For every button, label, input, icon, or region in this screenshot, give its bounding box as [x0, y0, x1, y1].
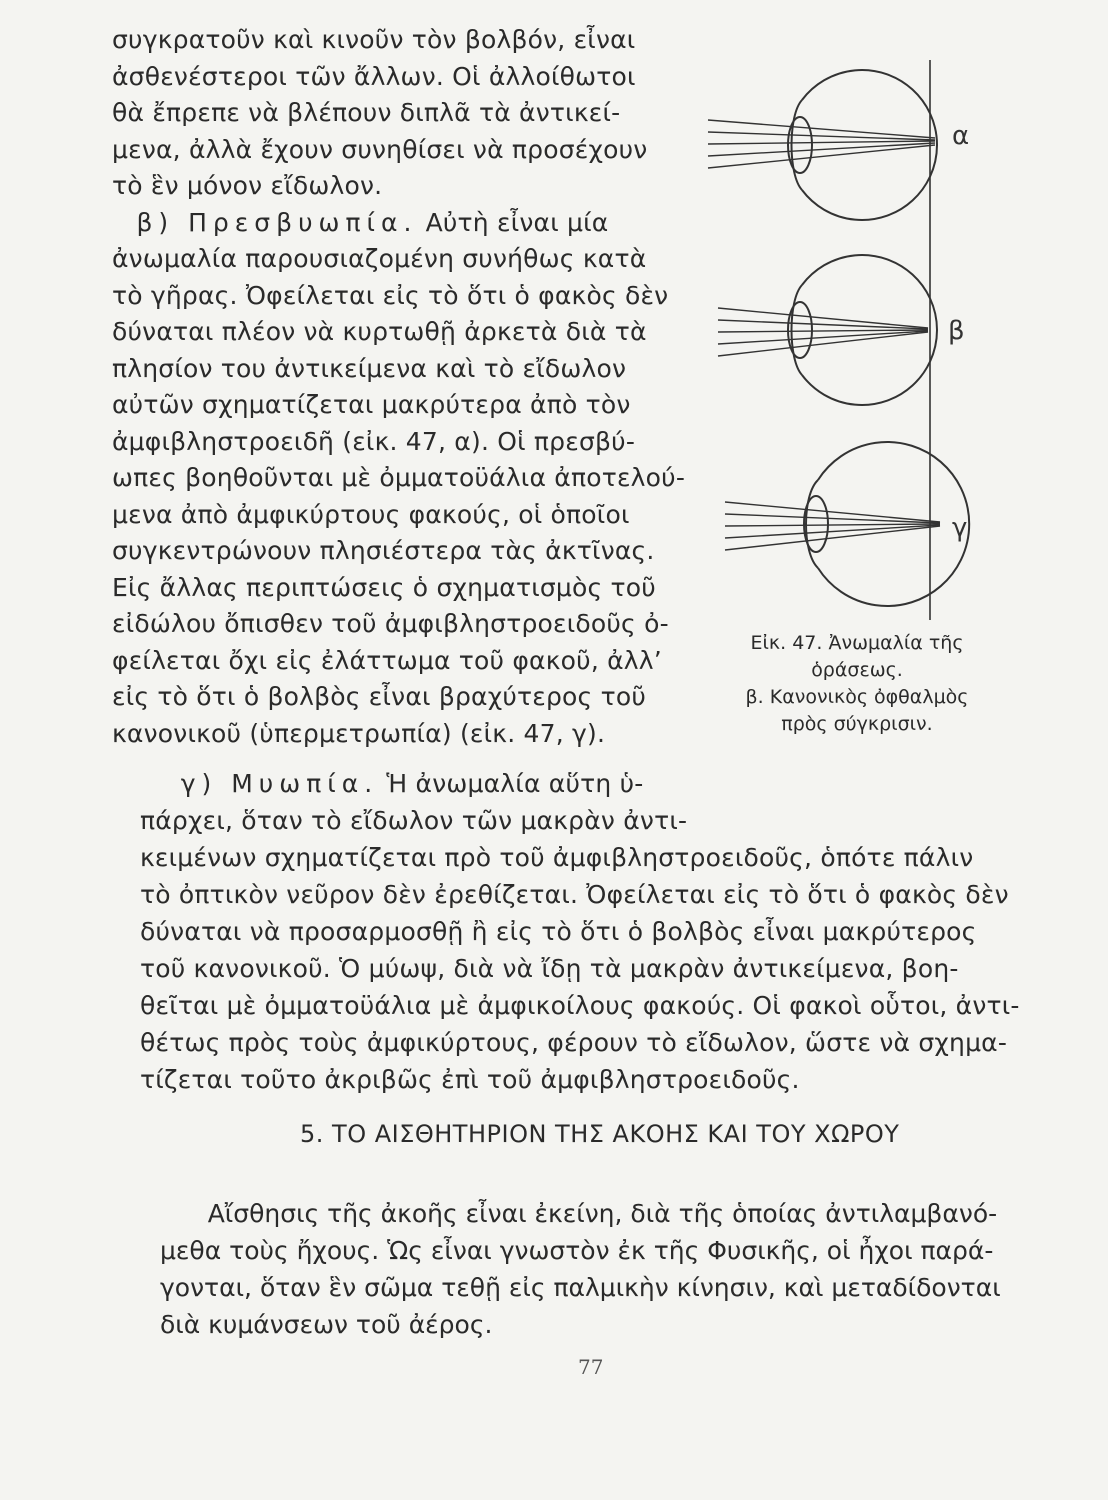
text-line: φείλεται ὄχι εἰς ἐλάττωμα τοῦ φακοῦ, ἀλλ’ — [112, 645, 662, 675]
page-number: 77 — [578, 1355, 604, 1379]
text-line: θεῖται μὲ ὀμματοϋάλια μὲ ἀμφικοίλους φακούς. Οἱ φακοὶ οὗτοι, ἀντι- — [140, 991, 1020, 1020]
hearing-paragraph — [160, 1195, 1040, 1343]
eye-diagram-alpha — [708, 70, 937, 220]
text-line: ωπες βοηθοῦνται μὲ ὀμματοϋάλια ἀποτελού- — [112, 463, 686, 492]
text-line: μεθα τοὺς ἤχους. Ὡς εἶναι γνωστὸν ἐκ τῆς Φυσικῆς, οἱ ἦχοι παρά- — [160, 1236, 994, 1265]
text-line: ἀνωμαλία παρουσιαζομένη συνήθως κατὰ — [112, 244, 647, 273]
text-line: μενα, ἀλλὰ ἔχουν συνηθίσει νὰ προσέχουν — [112, 134, 648, 164]
text-fragment: Αἴσθησις τῆς ἀκοῆς εἶναι ἐκείνη, διὰ τῆς ὁποίας ἀντιλαμβανό- — [207, 1199, 998, 1228]
caption-line: β. Κανονικὸς ὀφθαλμὸς — [745, 686, 969, 708]
myopia-heading-line — [140, 765, 1020, 802]
text-line: μενα ἀπὸ ἀμφικύρτους φακούς, οἱ ὁποῖοι — [112, 499, 630, 529]
text-line: συγκεντρώνουν πλησιέστερα τὰς ἀκτῖνας. — [112, 536, 655, 565]
caption-line: Εἰκ. 47. Ἀνωμαλία τῆς — [750, 632, 964, 654]
text-line: τὸ γῆρας. Ὀφείλεται εἰς τὸ ὅτι ὁ φακὸς δὲν — [112, 280, 669, 310]
eye-diagram-gamma — [725, 442, 969, 606]
text-line: κειμένων σχηματίζεται πρὸ τοῦ ἀμφιβληστροειδοῦς, ὁπότε πάλιν — [140, 843, 974, 872]
text-line: εἰς τὸ ὅτι ὁ βολβὸς εἶναι βραχύτερος τοῦ — [112, 682, 646, 711]
text-line: θέτως πρὸς τοὺς ἀμφικύρτους, φέρουν τὸ εἴδωλον, ὥστε νὰ σχημα- — [140, 1028, 1008, 1057]
eye-anomalies-figure — [690, 40, 990, 640]
figure-label-alpha: α — [952, 121, 970, 151]
section-title: 5. ΤΟ ΑΙΣΘΗΤΗΡΙΟΝ ΤΗΣ ΑΚΟΗΣ ΚΑΙ ΤΟΥ ΧΩΡΟΥ — [300, 1120, 900, 1148]
text-line: συγκρατοῦν καὶ κινοῦν τὸν βολβόν, εἶναι — [112, 25, 636, 54]
text-line: δύναται νὰ προσαρμοσθῇ ἢ εἰς τὸ ὅτι ὁ βολβὸς εἶναι μακρύτερος — [140, 917, 977, 946]
text-line: τοῦ κανονικοῦ. Ὁ μύωψ, διὰ νὰ ἴδῃ τὰ μακρὰν ἀντικείμενα, βοη- — [140, 954, 959, 983]
text-line — [160, 1195, 1040, 1232]
text-line: τὸ ὀπτικὸν νεῦρον δὲν ἐρεθίζεται. Ὀφείλεται εἰς τὸ ὅτι ὁ φακὸς δὲν — [140, 880, 1009, 909]
text-line: τὸ ἓν μόνον εἴδωλον. — [112, 171, 383, 200]
caption-line: ὁράσεως. — [811, 659, 903, 681]
figure-label-gamma: γ — [952, 513, 968, 543]
text-line: τίζεται τοῦτο ἀκριβῶς ἐπὶ τοῦ ἀμφιβληστροειδοῦς. — [140, 1065, 800, 1094]
text-line: ἀμφιβληστροειδῆ (εἰκ. 47, α). Οἱ πρεσβύ- — [112, 426, 636, 456]
text-line: ἀσθενέστεροι τῶν ἄλλων. Οἱ ἀλλοίθωτοι — [112, 61, 636, 91]
presbyopia-heading-line — [112, 205, 682, 242]
text-line: αὐτῶν σχηματίζεται μακρύτερα ἀπὸ τὸν — [112, 390, 631, 419]
column-text — [112, 22, 686, 752]
text-line: εἰδώλου ὄπισθεν τοῦ ἀμφιβληστροειδοῦς ὀ- — [112, 609, 669, 638]
text-line: διὰ κυμάνσεων τοῦ ἀέρος. — [160, 1310, 493, 1339]
presbyopia-label: β) Πρεσβυωπία. — [136, 207, 418, 237]
figure-label-beta: β — [948, 316, 965, 346]
text-line: πλησίον του ἀντικείμενα καὶ τὸ εἴδωλον — [112, 353, 627, 383]
text-line: θὰ ἔπρεπε νὰ βλέπουν διπλᾶ τὰ ἀντικεί- — [112, 98, 621, 127]
eye-diagram-beta — [718, 255, 937, 405]
text-line: Εἰς ἄλλας περιπτώσεις ὁ σχηματισμὸς τοῦ — [112, 572, 656, 602]
figure-caption — [722, 630, 992, 738]
text-line: δύναται πλέον νὰ κυρτωθῇ ἀρκετὰ διὰ τὰ — [112, 317, 647, 346]
text-line: γονται, ὅταν ἓν σῶμα τεθῇ εἰς παλμικὴν κίνησιν, καὶ μεταδίδονται — [160, 1273, 1001, 1302]
text-fragment: Αὐτὴ εἶναι μία — [425, 207, 609, 237]
text-line: πάρχει, ὅταν τὸ εἴδωλον τῶν μακρὰν ἀντι- — [140, 806, 688, 835]
text-fragment: Ἡ ἀνωμαλία αὕτη ὑ- — [386, 769, 644, 798]
caption-line: πρὸς σύγκρισιν. — [781, 713, 933, 735]
myopia-label: γ) Μυωπία. — [180, 769, 379, 798]
text-line: κανονικοῦ (ὑπερμετρωπία) (εἰκ. 47, γ). — [112, 718, 606, 748]
myopia-paragraph — [140, 765, 1020, 1098]
